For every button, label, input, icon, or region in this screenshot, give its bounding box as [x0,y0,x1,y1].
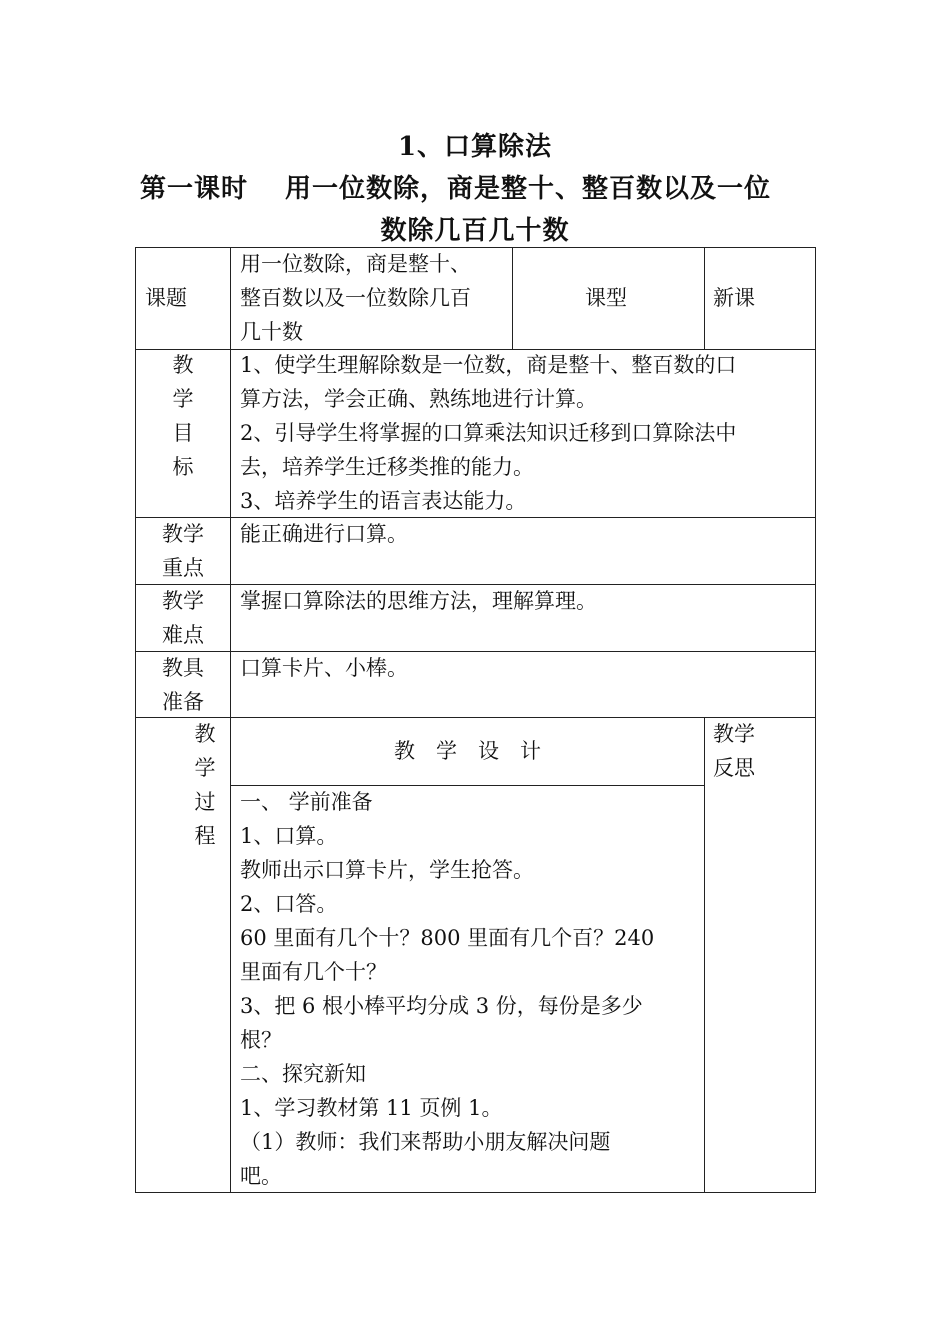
reflection-label: 教学 反思 [713,722,755,780]
goal-line: 3、培养学生的语言表达能力。 [240,489,527,513]
goal-line: 算方法，学会正确、熟练地进行计算。 [240,387,597,411]
table-border [135,651,815,652]
topic-line: 几十数 [240,320,303,344]
type-label: 课型 [585,286,627,310]
type-value: 新课 [713,286,755,310]
difficulty-label: 教学 难点 [162,589,204,647]
process-label: 教 学 过 程 [194,722,216,848]
topic-label: 课题 [145,286,187,310]
process-line: （1）教师：我们来帮助小朋友解决问题 [240,1130,611,1154]
process-line: 2、口答。 [240,892,338,916]
process-line: 3、把 6 根小棒平均分成 3 份，每份是多少 [240,994,643,1018]
key-point-value: 能正确进行口算。 [240,522,408,546]
goals-label: 教 学 目 标 [172,353,194,479]
table-border [135,247,136,1193]
process-line: 二、探究新知 [240,1062,366,1086]
lesson-subtitle-line-2: 数除几百几十数 [380,216,570,246]
table-border [135,247,815,248]
process-content [240,785,654,1193]
topic-line: 用一位数除，商是整十、 [240,252,471,276]
design-header: 教 学 设 计 [394,739,541,763]
page-title: 1、口算除法 [397,132,553,162]
lesson-subtitle-line-1: 第一课时 用一位数除，商是整十、整百数以及一位 [140,174,772,204]
difficulty-value: 掌握口算除法的思维方法，理解算理。 [240,589,597,613]
process-line: 60 里面有几个十？800 里面有几个百？240 [240,926,655,950]
tools-label: 教具 准备 [162,656,204,714]
goal-line: 2、引导学生将掌握的口算乘法知识迁移到口算除法中 [240,421,737,445]
table-border [815,247,816,1193]
process-line: 里面有几个十？ [240,960,387,984]
goal-line: 去，培养学生迁移类推的能力。 [240,455,534,479]
table-border [512,247,513,349]
process-line: 1、口算。 [240,824,338,848]
topic-line: 整百数以及一位数除几百 [240,286,471,310]
table-border [704,247,705,349]
table-border [230,247,231,1193]
process-line: 教师出示口算卡片，学生抢答。 [240,858,534,882]
key-point-label: 教学 重点 [162,522,204,580]
goals-content [240,348,736,518]
process-line: 1、学习教材第 11 页例 1。 [240,1096,503,1120]
process-line: 一、 学前准备 [240,790,373,814]
process-line: 吧。 [240,1164,282,1188]
table-border [704,717,705,1193]
tools-value: 口算卡片、小棒。 [240,656,408,680]
process-line: 根？ [240,1028,282,1052]
goal-line: 1、使学生理解除数是一位数，商是整十、整百数的口 [240,353,737,377]
topic-value [240,247,471,349]
